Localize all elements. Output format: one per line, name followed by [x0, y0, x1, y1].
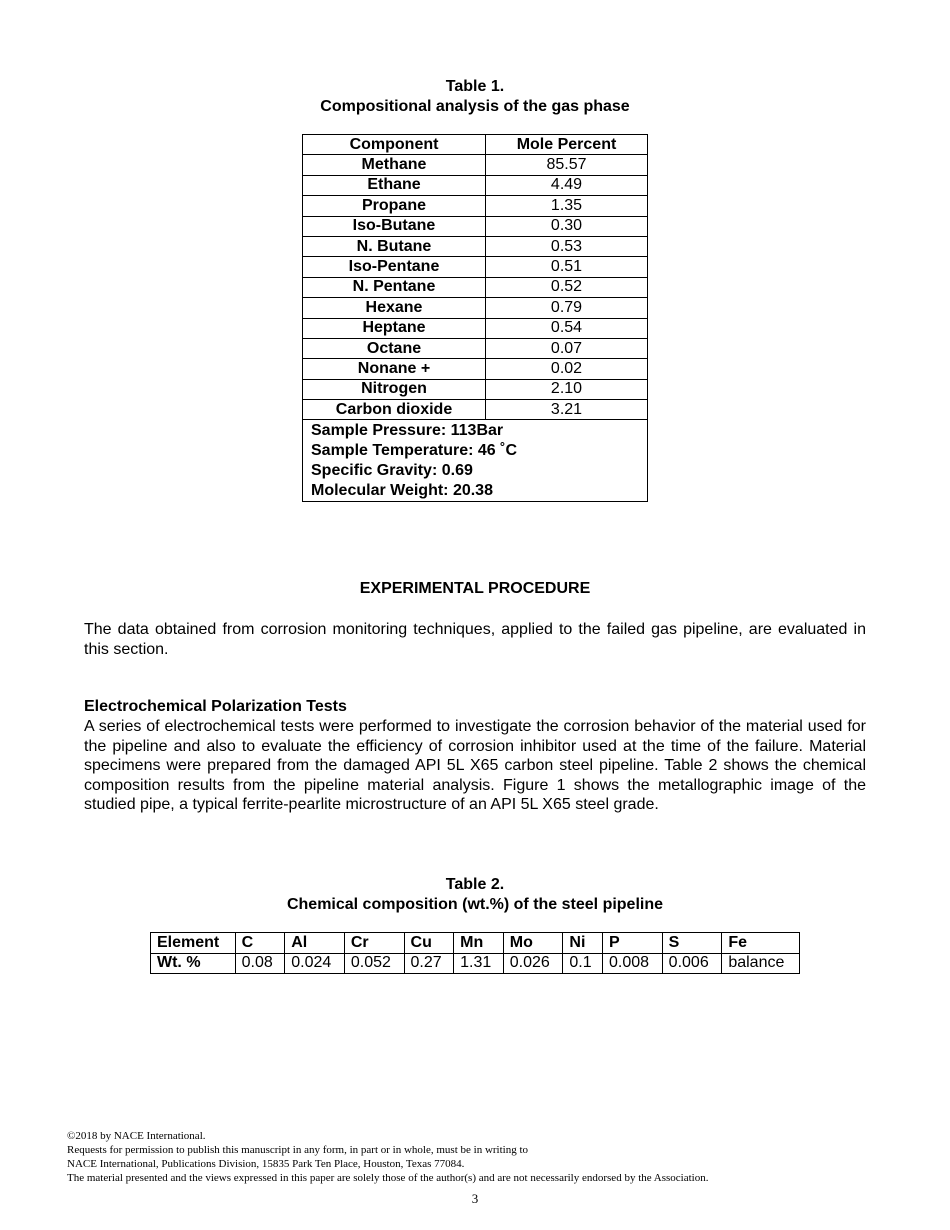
table-row — [303, 298, 648, 318]
table-cell: 0.052 — [344, 953, 404, 974]
mole-percent: 0.51 — [486, 257, 648, 277]
footer-line: Requests for permission to publish this manuscript in any form, in part or in whole, must be in writing to — [67, 1144, 529, 1156]
mole-percent: 0.30 — [486, 216, 648, 236]
table-row — [303, 400, 648, 420]
table-cell: 0.024 — [285, 953, 345, 974]
table-row — [303, 359, 648, 379]
table-row — [303, 196, 648, 216]
column-header: Mo — [503, 933, 563, 954]
table2-title: Chemical composition (wt.%) of the steel pipeline — [286, 896, 664, 913]
table-cell: 1.31 — [454, 953, 504, 974]
column-header: S — [662, 933, 722, 954]
table-row — [303, 155, 648, 175]
mole-percent: 4.49 — [486, 175, 648, 195]
footer-line: NACE International, Publications Division, 15835 Park Ten Place, Houston, Texas 77084. — [67, 1158, 465, 1170]
sample-conditions — [303, 420, 648, 501]
table-cell: 0.27 — [404, 953, 454, 974]
component-name: Heptane — [303, 318, 486, 338]
table-cell: 0.026 — [503, 953, 563, 974]
footer-line: The material presented and the views expressed in this paper are solely those of the author(s) and are not necessarily endorsed by the Association. — [67, 1172, 709, 1184]
mole-percent: 0.54 — [486, 318, 648, 338]
table-row — [303, 318, 648, 338]
component-name: Iso-Butane — [303, 216, 486, 236]
component-name: Methane — [303, 155, 486, 175]
column-header: Ni — [563, 933, 603, 954]
conditions-row — [303, 420, 648, 501]
table-row — [303, 175, 648, 195]
mole-percent: 85.57 — [486, 155, 648, 175]
intro-paragraph: The data obtained from corrosion monitoring techniques, applied to the failed gas pipeline, are evaluated in this section. — [84, 621, 866, 658]
table-cell: 0.008 — [603, 953, 663, 974]
component-name: Propane — [303, 196, 486, 216]
table2-label: Table 2. — [445, 876, 505, 893]
component-name: Hexane — [303, 298, 486, 318]
mole-percent: 1.35 — [486, 196, 648, 216]
column-header: Fe — [722, 933, 800, 954]
column-header-mole-percent: Mole Percent — [486, 135, 648, 155]
table-cell: 0.006 — [662, 953, 722, 974]
body-paragraph: A series of electrochemical tests were performed to investigate the corrosion behavior of the material used for the pipeline and also to evaluate the efficiency of corrosion inhibitor used at the time of the failure. Material specimens were prepared from the damaged API 5L X65 carbon steel pipeline. Table 2 shows the chemical composition results from the pipeline material analysis. Figure 1 shows the metallographic image of the studied pipe, a typical ferrite-pearlite microstructure of an API 5L X65 steel grade. — [84, 718, 866, 814]
mole-percent: 0.53 — [486, 236, 648, 256]
mole-percent: 0.07 — [486, 338, 648, 358]
subsection-heading: Electrochemical Polarization Tests — [84, 698, 347, 715]
table-header-row — [303, 135, 648, 155]
table-row — [303, 379, 648, 399]
column-header: P — [603, 933, 663, 954]
mole-percent: 0.79 — [486, 298, 648, 318]
column-header: Al — [285, 933, 345, 954]
row-header: Wt. % — [151, 953, 236, 974]
mole-percent: 0.02 — [486, 359, 648, 379]
mole-percent: 3.21 — [486, 400, 648, 420]
column-header-component: Component — [303, 135, 486, 155]
column-header: Cu — [404, 933, 454, 954]
column-header: Mn — [454, 933, 504, 954]
copyright-footer — [67, 1129, 708, 1185]
component-name: Nitrogen — [303, 379, 486, 399]
table-row — [303, 277, 648, 297]
table1-title: Compositional analysis of the gas phase — [320, 98, 630, 115]
specific-gravity: Specific Gravity: 0.69 — [311, 462, 473, 480]
table-cell: balance — [722, 953, 800, 974]
footer-line: ©2018 by NACE International. — [67, 1130, 206, 1142]
mole-percent: 2.10 — [486, 379, 648, 399]
component-name: Octane — [303, 338, 486, 358]
column-header: Cr — [344, 933, 404, 954]
sample-temperature: Sample Temperature: 46 ˚C — [311, 442, 517, 460]
gas-composition-table — [302, 134, 648, 502]
table-row — [303, 338, 648, 358]
component-name: Nonane + — [303, 359, 486, 379]
table-row — [303, 236, 648, 256]
table-row — [151, 953, 800, 974]
table1-label: Table 1. — [445, 78, 505, 95]
table-row — [303, 216, 648, 236]
table-cell: 0.08 — [235, 953, 285, 974]
section-heading: EXPERIMENTAL PROCEDURE — [359, 580, 591, 597]
mole-percent: 0.52 — [486, 277, 648, 297]
component-name: N. Pentane — [303, 277, 486, 297]
sample-pressure: Sample Pressure: 113Bar — [311, 422, 504, 440]
table-header-row — [151, 933, 800, 954]
component-name: Carbon dioxide — [303, 400, 486, 420]
column-header: Element — [151, 933, 236, 954]
column-header: C — [235, 933, 285, 954]
molecular-weight: Molecular Weight: 20.38 — [311, 481, 493, 499]
table-row — [303, 257, 648, 277]
page-number: 3 — [471, 1191, 479, 1206]
component-name: Iso-Pentane — [303, 257, 486, 277]
component-name: Ethane — [303, 175, 486, 195]
component-name: N. Butane — [303, 236, 486, 256]
table-cell: 0.1 — [563, 953, 603, 974]
chemical-composition-table — [150, 932, 800, 974]
